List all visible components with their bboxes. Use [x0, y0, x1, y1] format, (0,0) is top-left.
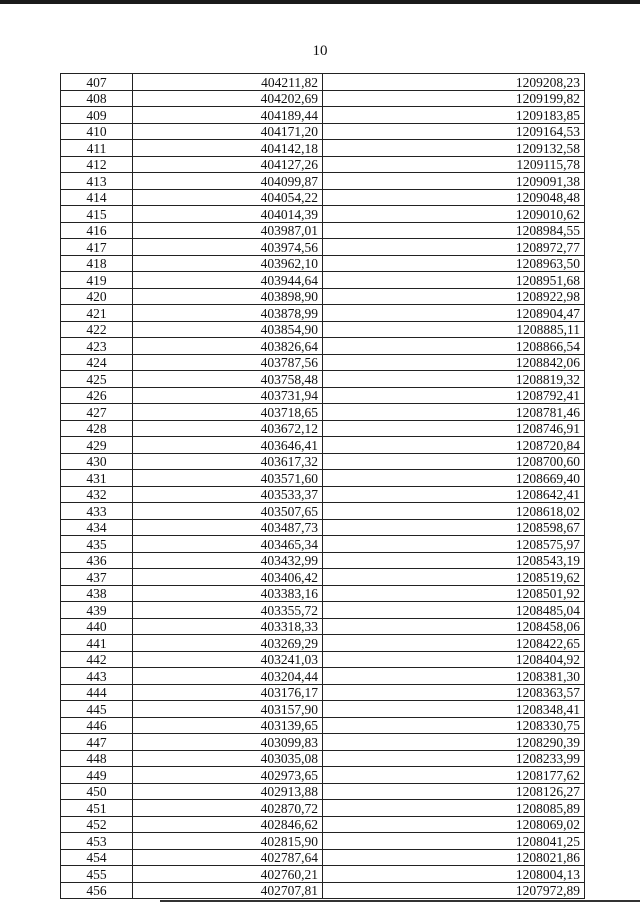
- x-coordinate-cell: 402707,81: [133, 882, 323, 899]
- y-coordinate-cell: 1208485,04: [323, 602, 585, 619]
- x-coordinate-cell: 403571,60: [133, 470, 323, 487]
- point-number-cell: 425: [61, 371, 133, 388]
- point-number-cell: 452: [61, 816, 133, 833]
- y-coordinate-cell: 1208519,62: [323, 569, 585, 586]
- x-coordinate-cell: 403974,56: [133, 239, 323, 256]
- x-coordinate-cell: 403176,17: [133, 684, 323, 701]
- x-coordinate-cell: 404099,87: [133, 173, 323, 190]
- x-coordinate-cell: 403241,03: [133, 651, 323, 668]
- y-coordinate-cell: 1208021,86: [323, 849, 585, 866]
- x-coordinate-cell: 403204,44: [133, 668, 323, 685]
- point-number-cell: 436: [61, 552, 133, 569]
- point-number-cell: 408: [61, 90, 133, 107]
- x-coordinate-cell: 403487,73: [133, 519, 323, 536]
- point-number-cell: 455: [61, 866, 133, 883]
- point-number-cell: 431: [61, 470, 133, 487]
- point-number-cell: 426: [61, 387, 133, 404]
- table-row: [61, 354, 585, 371]
- point-number-cell: 416: [61, 222, 133, 239]
- y-coordinate-cell: 1208951,68: [323, 272, 585, 289]
- point-number-cell: 448: [61, 750, 133, 767]
- table-row: [61, 420, 585, 437]
- coordinates-table: [60, 73, 585, 899]
- table-row: [61, 387, 585, 404]
- top-border-line: [0, 0, 640, 4]
- table-row: [61, 800, 585, 817]
- point-number-cell: 423: [61, 338, 133, 355]
- point-number-cell: 422: [61, 321, 133, 338]
- table-row: [61, 107, 585, 124]
- table-row: [61, 222, 585, 239]
- y-coordinate-cell: 1208069,02: [323, 816, 585, 833]
- x-coordinate-cell: 403878,99: [133, 305, 323, 322]
- x-coordinate-cell: 402846,62: [133, 816, 323, 833]
- y-coordinate-cell: 1209183,85: [323, 107, 585, 124]
- point-number-cell: 439: [61, 602, 133, 619]
- x-coordinate-cell: 403646,41: [133, 437, 323, 454]
- x-coordinate-cell: 403718,65: [133, 404, 323, 421]
- x-coordinate-cell: 403035,08: [133, 750, 323, 767]
- point-number-cell: 421: [61, 305, 133, 322]
- y-coordinate-cell: 1208085,89: [323, 800, 585, 817]
- y-coordinate-cell: 1208363,57: [323, 684, 585, 701]
- point-number-cell: 417: [61, 239, 133, 256]
- point-number-cell: 441: [61, 635, 133, 652]
- point-number-cell: 451: [61, 800, 133, 817]
- x-coordinate-cell: 403987,01: [133, 222, 323, 239]
- y-coordinate-cell: 1208422,65: [323, 635, 585, 652]
- y-coordinate-cell: 1208781,46: [323, 404, 585, 421]
- point-number-cell: 429: [61, 437, 133, 454]
- table-row: [61, 338, 585, 355]
- x-coordinate-cell: 404202,69: [133, 90, 323, 107]
- table-row: [61, 519, 585, 536]
- table-row: [61, 255, 585, 272]
- page-number: 10: [312, 43, 328, 59]
- table-row: [61, 635, 585, 652]
- table-row: [61, 734, 585, 751]
- table-row: [61, 371, 585, 388]
- y-coordinate-cell: 1208041,25: [323, 833, 585, 850]
- point-number-cell: 427: [61, 404, 133, 421]
- point-number-cell: 414: [61, 189, 133, 206]
- point-number-cell: 445: [61, 701, 133, 718]
- y-coordinate-cell: 1208819,32: [323, 371, 585, 388]
- y-coordinate-cell: 1209164,53: [323, 123, 585, 140]
- y-coordinate-cell: 1208348,41: [323, 701, 585, 718]
- y-coordinate-cell: 1209115,78: [323, 156, 585, 173]
- table-row: [61, 470, 585, 487]
- table-row: [61, 833, 585, 850]
- point-number-cell: 430: [61, 453, 133, 470]
- table-row: [61, 750, 585, 767]
- x-coordinate-cell: 402787,64: [133, 849, 323, 866]
- y-coordinate-cell: 1209048,48: [323, 189, 585, 206]
- table-row: [61, 536, 585, 553]
- y-coordinate-cell: 1208700,60: [323, 453, 585, 470]
- point-number-cell: 437: [61, 569, 133, 586]
- point-number-cell: 438: [61, 585, 133, 602]
- x-coordinate-cell: 402815,90: [133, 833, 323, 850]
- y-coordinate-cell: 1208720,84: [323, 437, 585, 454]
- point-number-cell: 419: [61, 272, 133, 289]
- point-number-cell: 443: [61, 668, 133, 685]
- table-row: [61, 486, 585, 503]
- point-number-cell: 432: [61, 486, 133, 503]
- y-coordinate-cell: 1208330,75: [323, 717, 585, 734]
- x-coordinate-cell: 403787,56: [133, 354, 323, 371]
- table-row: [61, 305, 585, 322]
- table-row: [61, 123, 585, 140]
- y-coordinate-cell: 1208866,54: [323, 338, 585, 355]
- table-row: [61, 288, 585, 305]
- point-number-cell: 407: [61, 74, 133, 91]
- point-number-cell: 454: [61, 849, 133, 866]
- point-number-cell: 409: [61, 107, 133, 124]
- y-coordinate-cell: 1208458,06: [323, 618, 585, 635]
- y-coordinate-cell: 1208963,50: [323, 255, 585, 272]
- y-coordinate-cell: 1208177,62: [323, 767, 585, 784]
- x-coordinate-cell: 404171,20: [133, 123, 323, 140]
- x-coordinate-cell: 402973,65: [133, 767, 323, 784]
- y-coordinate-cell: 1209199,82: [323, 90, 585, 107]
- table-row: [61, 651, 585, 668]
- table-row: [61, 816, 585, 833]
- y-coordinate-cell: 1208885,11: [323, 321, 585, 338]
- x-coordinate-cell: 404014,39: [133, 206, 323, 223]
- x-coordinate-cell: 402870,72: [133, 800, 323, 817]
- y-coordinate-cell: 1208501,92: [323, 585, 585, 602]
- x-coordinate-cell: 403672,12: [133, 420, 323, 437]
- point-number-cell: 435: [61, 536, 133, 553]
- y-coordinate-cell: 1208904,47: [323, 305, 585, 322]
- point-number-cell: 453: [61, 833, 133, 850]
- x-coordinate-cell: 404054,22: [133, 189, 323, 206]
- table-row: [61, 453, 585, 470]
- x-coordinate-cell: 403962,10: [133, 255, 323, 272]
- y-coordinate-cell: 1208575,97: [323, 536, 585, 553]
- table-row: [61, 569, 585, 586]
- y-coordinate-cell: 1208984,55: [323, 222, 585, 239]
- point-number-cell: 420: [61, 288, 133, 305]
- y-coordinate-cell: 1208746,91: [323, 420, 585, 437]
- point-number-cell: 442: [61, 651, 133, 668]
- table-row: [61, 140, 585, 157]
- x-coordinate-cell: 403269,29: [133, 635, 323, 652]
- table-row: [61, 90, 585, 107]
- x-coordinate-cell: 403318,33: [133, 618, 323, 635]
- x-coordinate-cell: 403465,34: [133, 536, 323, 553]
- bottom-border-line: [160, 900, 640, 902]
- y-coordinate-cell: 1208004,13: [323, 866, 585, 883]
- y-coordinate-cell: 1208404,92: [323, 651, 585, 668]
- coordinates-table-body: [61, 74, 585, 899]
- x-coordinate-cell: 403826,64: [133, 338, 323, 355]
- x-coordinate-cell: 403854,90: [133, 321, 323, 338]
- y-coordinate-cell: 1208126,27: [323, 783, 585, 800]
- x-coordinate-cell: 403406,42: [133, 569, 323, 586]
- table-row: [61, 668, 585, 685]
- x-coordinate-cell: 403617,32: [133, 453, 323, 470]
- table-row: [61, 404, 585, 421]
- point-number-cell: 446: [61, 717, 133, 734]
- y-coordinate-cell: 1209091,38: [323, 173, 585, 190]
- point-number-cell: 412: [61, 156, 133, 173]
- y-coordinate-cell: 1208598,67: [323, 519, 585, 536]
- x-coordinate-cell: 402913,88: [133, 783, 323, 800]
- x-coordinate-cell: 404142,18: [133, 140, 323, 157]
- x-coordinate-cell: 403944,64: [133, 272, 323, 289]
- table-row: [61, 74, 585, 91]
- point-number-cell: 456: [61, 882, 133, 899]
- table-row: [61, 783, 585, 800]
- table-row: [61, 767, 585, 784]
- y-coordinate-cell: 1208618,02: [323, 503, 585, 520]
- point-number-cell: 433: [61, 503, 133, 520]
- x-coordinate-cell: 403383,16: [133, 585, 323, 602]
- table-row: [61, 173, 585, 190]
- point-number-cell: 450: [61, 783, 133, 800]
- x-coordinate-cell: 403157,90: [133, 701, 323, 718]
- table-row: [61, 437, 585, 454]
- table-row: [61, 585, 585, 602]
- table-row: [61, 552, 585, 569]
- x-coordinate-cell: 403139,65: [133, 717, 323, 734]
- x-coordinate-cell: 403758,48: [133, 371, 323, 388]
- point-number-cell: 410: [61, 123, 133, 140]
- point-number-cell: 434: [61, 519, 133, 536]
- table-row: [61, 239, 585, 256]
- y-coordinate-cell: 1208381,30: [323, 668, 585, 685]
- table-row: [61, 272, 585, 289]
- y-coordinate-cell: 1208543,19: [323, 552, 585, 569]
- table-row: [61, 849, 585, 866]
- y-coordinate-cell: 1208642,41: [323, 486, 585, 503]
- point-number-cell: 449: [61, 767, 133, 784]
- x-coordinate-cell: 403432,99: [133, 552, 323, 569]
- point-number-cell: 413: [61, 173, 133, 190]
- point-number-cell: 424: [61, 354, 133, 371]
- y-coordinate-cell: 1208922,98: [323, 288, 585, 305]
- table-row: [61, 321, 585, 338]
- y-coordinate-cell: 1209132,58: [323, 140, 585, 157]
- x-coordinate-cell: 403533,37: [133, 486, 323, 503]
- x-coordinate-cell: 403507,65: [133, 503, 323, 520]
- x-coordinate-cell: 403731,94: [133, 387, 323, 404]
- y-coordinate-cell: 1209010,62: [323, 206, 585, 223]
- table-row: [61, 882, 585, 899]
- y-coordinate-cell: 1208290,39: [323, 734, 585, 751]
- y-coordinate-cell: 1209208,23: [323, 74, 585, 91]
- table-row: [61, 503, 585, 520]
- point-number-cell: 411: [61, 140, 133, 157]
- x-coordinate-cell: 403898,90: [133, 288, 323, 305]
- table-row: [61, 156, 585, 173]
- y-coordinate-cell: 1208233,99: [323, 750, 585, 767]
- x-coordinate-cell: 404211,82: [133, 74, 323, 91]
- point-number-cell: 444: [61, 684, 133, 701]
- point-number-cell: 418: [61, 255, 133, 272]
- table-row: [61, 618, 585, 635]
- x-coordinate-cell: 404189,44: [133, 107, 323, 124]
- y-coordinate-cell: 1208842,06: [323, 354, 585, 371]
- point-number-cell: 447: [61, 734, 133, 751]
- table-row: [61, 684, 585, 701]
- x-coordinate-cell: 403099,83: [133, 734, 323, 751]
- y-coordinate-cell: 1208972,77: [323, 239, 585, 256]
- y-coordinate-cell: 1208792,41: [323, 387, 585, 404]
- table-row: [61, 717, 585, 734]
- point-number-cell: 440: [61, 618, 133, 635]
- point-number-cell: 415: [61, 206, 133, 223]
- x-coordinate-cell: 403355,72: [133, 602, 323, 619]
- table-row: [61, 701, 585, 718]
- point-number-cell: 428: [61, 420, 133, 437]
- y-coordinate-cell: 1208669,40: [323, 470, 585, 487]
- y-coordinate-cell: 1207972,89: [323, 882, 585, 899]
- table-row: [61, 602, 585, 619]
- table-row: [61, 189, 585, 206]
- x-coordinate-cell: 404127,26: [133, 156, 323, 173]
- table-row: [61, 206, 585, 223]
- table-row: [61, 866, 585, 883]
- x-coordinate-cell: 402760,21: [133, 866, 323, 883]
